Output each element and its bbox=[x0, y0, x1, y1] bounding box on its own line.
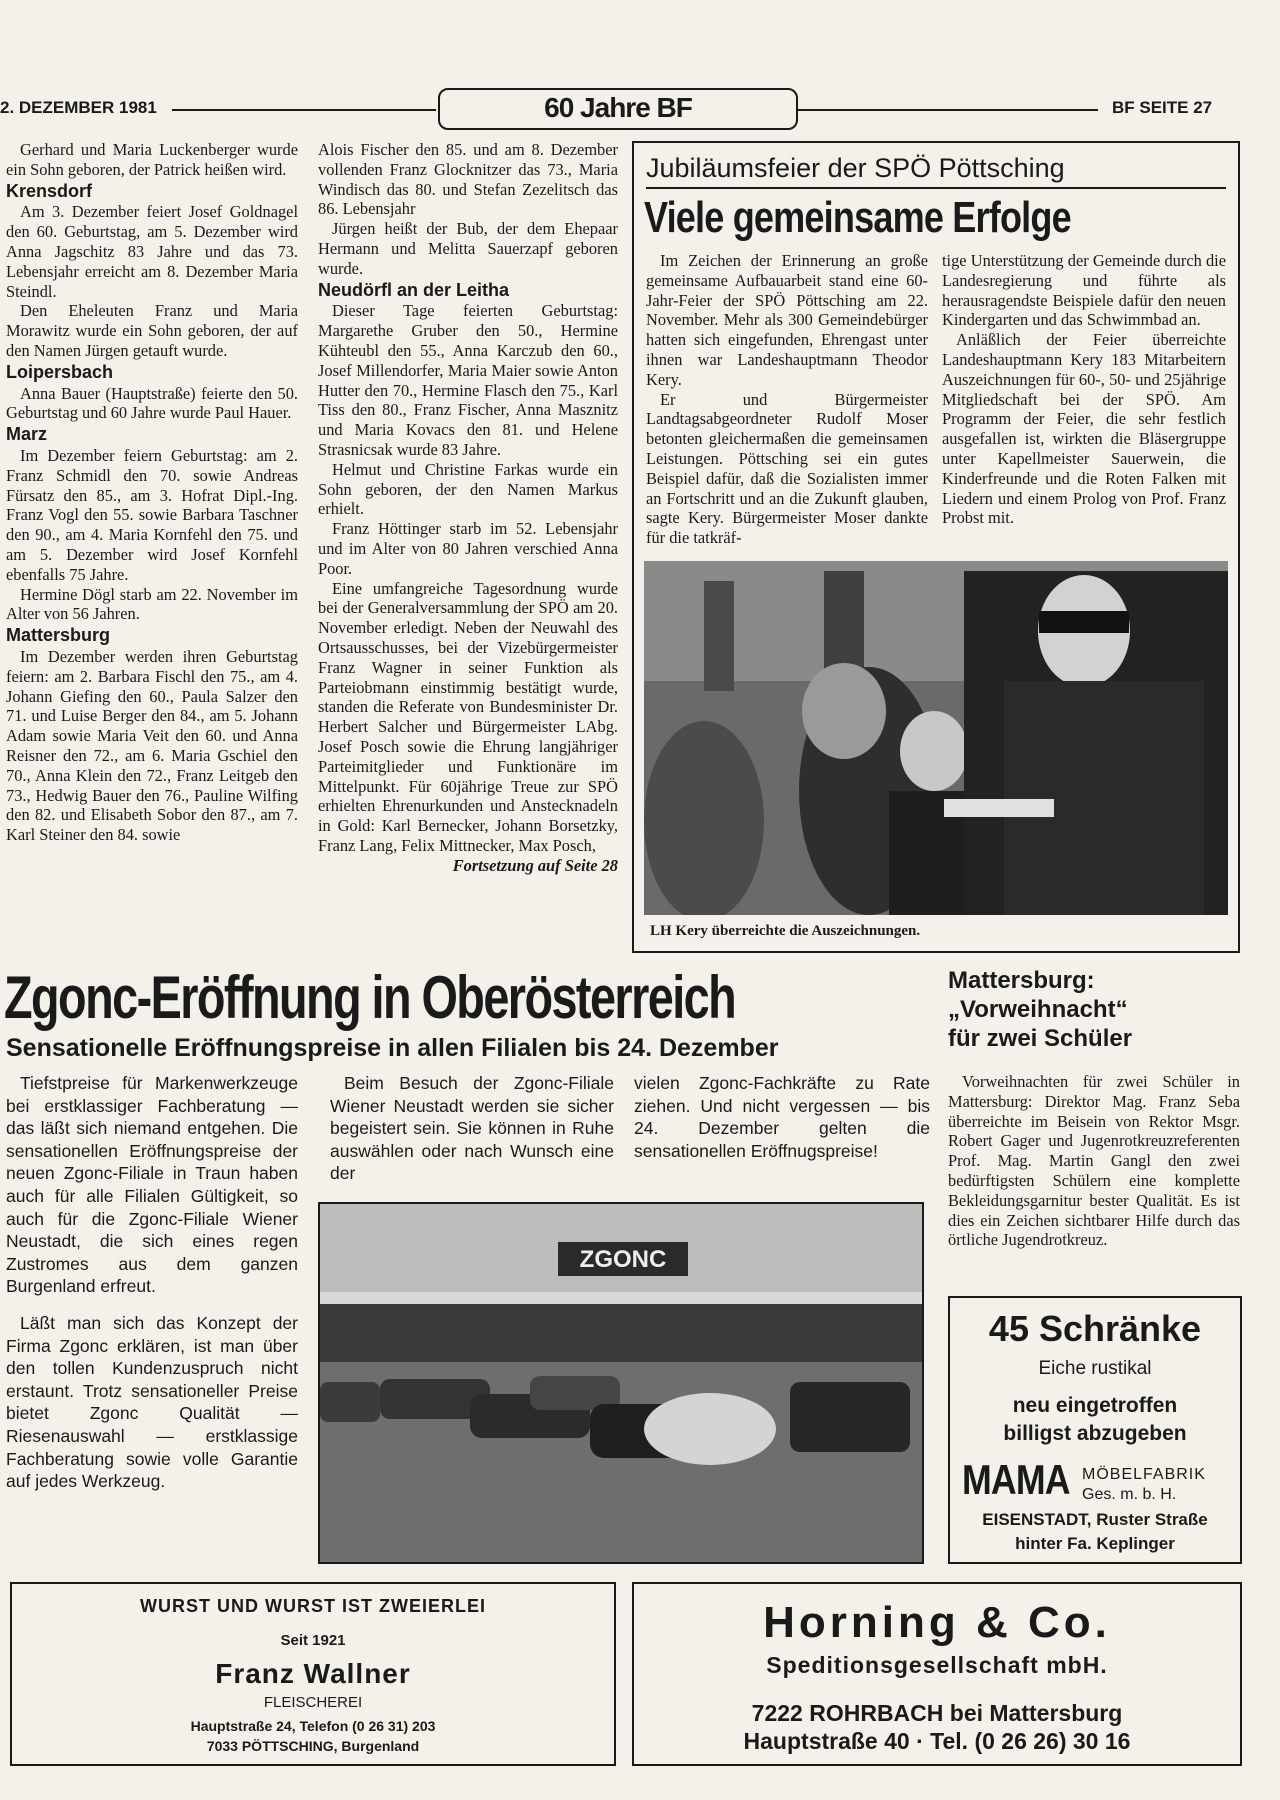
ceremony-photo bbox=[644, 561, 1228, 915]
ad-title: 45 Schränke bbox=[988, 1308, 1202, 1349]
store-sign: ZGONC bbox=[579, 1246, 667, 1273]
issue-date: 2. DEZEMBER 1981 bbox=[0, 98, 157, 117]
place-heading: Loipersbach bbox=[6, 361, 114, 382]
place-heading: Mattersburg bbox=[6, 625, 111, 646]
ad-horning-spedition bbox=[632, 1582, 1242, 1766]
ad-address: 7222 ROHRBACH bei Mattersburg bbox=[751, 1700, 1123, 1726]
paragraph: Läßt man sich das Konzept der Firma Zgonc erklären, ist man über den tollen Kundenzuspruch nicht erstaunt. Trotz sensationeller Preise bietet Zgonc Qualität — Riesenauswahl — erstklassige Fachberatung sowie volle Garantie auf jedes Werkzeug. bbox=[6, 1312, 298, 1492]
ad-line: neu eingetroffen bbox=[1012, 1394, 1178, 1417]
paragraph: Beim Besuch der Zgonc-Filiale Wiener Neustadt werden sie sicher begeistert sein. Sie können in Ruhe auswählen oder nach Wunsch eine der bbox=[330, 1073, 614, 1184]
ad-company-type: Speditionsgesellschaft mbH. bbox=[766, 1652, 1108, 1678]
ad-line: billigst abzugeben bbox=[1003, 1422, 1187, 1445]
zgonc-column-2 bbox=[330, 1072, 614, 1185]
article-column-1 bbox=[646, 251, 928, 548]
paragraph: vielen Zgonc-Fachkräfte zu Rate ziehen. Und nicht vergessen — bis 24. Dezember gelten die sensationellen Eröffnugspreise! bbox=[634, 1073, 930, 1161]
spoe-article bbox=[632, 141, 1240, 953]
headline-line: Mattersburg: bbox=[948, 967, 1095, 994]
ceremony-photo-illustration bbox=[644, 561, 1228, 915]
mattersburg-headline bbox=[948, 966, 1240, 1053]
headline-line: „Vorweihnacht“ bbox=[948, 996, 1128, 1023]
zgonc-store-photo bbox=[318, 1202, 924, 1564]
article-kicker: Jubiläumsfeier der SPÖ Pöttsching bbox=[646, 153, 1065, 183]
paragraph: Dieser Tage feierten Geburtstag: Margarethe Gruber den 50., Hermine Kühteubl den 55., Anna Karczub den 60., Josef Millendorfer, Maria Maier sowie Anton Hutter den 70., Hermine Flasch den 75., Karl Tiss den 80., Franz Fischer, Anna Masznitz und Maria Kovacs den 81. und Helene Strasnicsak wurde 83 Jahre. bbox=[318, 301, 618, 459]
paragraph: Tiefstpreise für Markenwerkzeuge bei erstklassiger Fachberatung — das läßt sich niemand entgehen. Die sensationellen Eröffnungspreise der neuen Zgonc-Filiale in Traun haben auch für alle Filialen Gültigkeit, so auch für die Zgonc-Filiale Wiener Neustadt, die sich eines regen Zustromes aus dem ganzen Burgenland erfreut. bbox=[6, 1073, 298, 1297]
ad-address: Hauptstraße 24, Telefon (0 26 31) 203 bbox=[190, 1718, 436, 1734]
page-title: 60 Jahre BF bbox=[438, 88, 798, 130]
place-heading: Neudörfl an der Leitha bbox=[318, 279, 510, 300]
page-number: BF SEITE 27 bbox=[1112, 98, 1213, 117]
paragraph: Gerhard und Maria Luckenberger wurde ein Sohn geboren, der Patrick heißen wird. bbox=[6, 140, 298, 179]
ad-company-name: Franz Wallner bbox=[215, 1658, 411, 1689]
kicker-rule bbox=[646, 187, 1226, 189]
paragraph: Franz Höttinger starb im 52. Lebensjahr und im Alter von 80 Jahren verschied Anna Poor. bbox=[318, 519, 618, 578]
ad-address: Hauptstraße 40 · Tel. (0 26 26) 30 16 bbox=[743, 1728, 1131, 1754]
local-news-column-1 bbox=[6, 140, 298, 845]
zgonc-column-3 bbox=[634, 1072, 930, 1162]
ad-address: 7033 PÖTTSCHING, Burgenland bbox=[206, 1738, 420, 1754]
paragraph: Alois Fischer den 85. und am 8. Dezember vollenden Franz Glocknitzer das 73., Maria Windisch das 80. und Stefan Zezelitsch das 86. Lebensjahr bbox=[318, 140, 618, 219]
ad-mama-moebel bbox=[948, 1296, 1242, 1564]
ad-address: EISENSTADT, Ruster Straße bbox=[982, 1510, 1208, 1529]
zgonc-subheadline: Sensationelle Eröffnungspreise in allen Filialen bis 24. Dezember bbox=[6, 1034, 779, 1062]
photo-caption: LH Kery überreichte die Auszeichnungen. bbox=[650, 923, 921, 939]
headline-line: für zwei Schüler bbox=[948, 1025, 1133, 1052]
ad-slogan: WURST UND WURST IST ZWEIERLEI bbox=[140, 1596, 486, 1616]
paragraph: tige Unterstützung der Gemeinde durch die Landesregierung und führte als herausragendste Beispiele dafür den neuen Kindergarten und das Schwimmbad an. bbox=[942, 251, 1226, 330]
place-heading: Marz bbox=[6, 424, 48, 445]
article-headline: Viele gemeinsame Erfolge bbox=[644, 193, 1071, 242]
paragraph: Am 3. Dezember feiert Josef Goldnagel den 60. Geburtstag, am 5. Dezember wird Anna Jagschitz 83 Jahre und das 73. Lebensjahr erreicht am 8. Dezember Maria Steindl. bbox=[6, 202, 298, 301]
paragraph: Anläßlich der Feier überreichte Landeshauptmann Kery 183 Mitarbeitern Auszeichnungen für 60-, 50- und 25jährige Mitgliedschaft bei der SPÖ. Am Programm der Feier, die sehr festlich ausgefallen ist, wirkten die Bläsergruppe unter Kapellmeister Sauerwein, die Kinderfreunde und die Roten Falken mit Liedern und einem Prolog von Prof. Franz Probst mit. bbox=[942, 330, 1226, 528]
zgonc-column-1 bbox=[6, 1072, 298, 1493]
place-heading: Krensdorf bbox=[6, 180, 93, 201]
header-rule-left bbox=[172, 109, 436, 111]
mattersburg-body bbox=[948, 1072, 1240, 1250]
paragraph: Eine umfangreiche Tagesordnung wurde bei der Generalversammlung der SPÖ am 20. November erledigt. Neben der Neuwahl des Ortsausschusses, bei der Vizebürgermeister Franz Wagner in seiner Funktion als Parteiobmann einstimmig bestätigt wurde, standen die Referate von Bundesminister Dr. Herbert Salcher und Bürgermeister LAbg. Josef Posch sowie die Ehrung langjähriger Parteimitglieder und Funktionäre im Mittelpunkt. Für 60jährige Treue zur SPÖ erhielten Ehrenurkunden und Anstecknadeln in Gold: Karl Bernecker, Johann Borsetzky, Franz Lang, Felix Mittnecker, Max Posch, bbox=[318, 578, 618, 855]
ad-company-name: Horning & Co. bbox=[763, 1598, 1111, 1647]
paragraph: Im Dezember werden ihren Geburtstag feiern: am 2. Barbara Fischl den 75., am 4. Johann Giefing den 60., Paula Salzer den 71. und Luise Berger den 84., am 5. Johann Adam sowie Maria Veit den 60. und Anna Reisner den 72., am 6. Maria Gschiel den 70., Anna Klein den 72., Franz Leitgeb den 73., Hedwig Bauer den 76., Pauline Wilfing den 82. und Elisabeth Sobor den 87., am 7. Karl Steiner den 84. sowie bbox=[6, 646, 298, 845]
store-photo-illustration bbox=[320, 1204, 922, 1562]
ad-trade: FLEISCHEREI bbox=[263, 1694, 363, 1711]
zgonc-headline: Zgonc-Eröffnung in Oberösterreich bbox=[4, 964, 736, 1031]
ad-brand-line: Ges. m. b. H. bbox=[1082, 1486, 1177, 1503]
paragraph: Er und Bürgermeister Landtagsabgeordneter Rudolf Moser betonten gleichermaßen die gemeinsamen Leistungen. Pöttsching sei ein gutes Beispiel dafür, daß die Sozialisten immer an Fortschritt und an die Zukunft glauben, sagte Kery. Bürgermeister Moser dankte für die tatkräf- bbox=[646, 389, 928, 548]
paragraph: Hermine Dögl starb am 22. November im Alter von 56 Jahren. bbox=[6, 584, 298, 624]
paragraph: Den Eheleuten Franz und Maria Morawitz wurde ein Sohn geboren, der auf den Namen Jürgen getauft wurde. bbox=[6, 301, 298, 360]
header-rule-right bbox=[798, 109, 1098, 111]
ad-subtitle: Eiche rustikal bbox=[1038, 1358, 1152, 1379]
paragraph: Jürgen heißt der Bub, der dem Ehepaar Hermann und Melitta Sauerzapf geboren wurde. bbox=[318, 219, 618, 278]
ad-address: hinter Fa. Keplinger bbox=[1015, 1534, 1175, 1553]
paragraph: Anna Bauer (Hauptstraße) feierte den 50. Geburtstag und 60 Jahre wurde Paul Hauer. bbox=[6, 383, 298, 423]
paragraph: Im Zeichen der Erinnerung an große gemeinsame Aufbauarbeit stand eine 60-Jahr-Feier der SPÖ Pöttsching am 22. November. Mehr als 300 Gemeindebürger hatten sich eingefunden, Ehrengast unter ihnen war Landeshauptmann Theodor Kery. bbox=[646, 251, 928, 389]
ad-brand: MAMA bbox=[962, 1456, 1070, 1503]
article-column-2 bbox=[942, 251, 1226, 528]
paragraph: Helmut und Christine Farkas wurde ein Sohn geboren, der den Namen Markus erhielt. bbox=[318, 459, 618, 519]
local-news-column-2 bbox=[318, 140, 618, 875]
continuation-note: Fortsetzung auf Seite 28 bbox=[452, 855, 618, 875]
paragraph: Vorweihnachten für zwei Schüler in Mattersburg: Direktor Mag. Franz Seba überreichte im Beisein von Rektor Msgr. Robert Gager und Jugenrotkreuzreferenten Prof. Mag. Martin Gangl den zwei bedürftigsten Schülern eine komplette Bekleidungsgarnitur bester Qualität. Es ist dies ein Zeichen sichtbarer Hilfe durch das örtliche Jugendrotkreuz. bbox=[948, 1072, 1240, 1250]
ad-since: Seit 1921 bbox=[280, 1632, 346, 1649]
ad-brand-line: MÖBELFABRIK bbox=[1082, 1466, 1206, 1483]
paragraph: Im Dezember feiern Geburtstag: am 2. Franz Schmidl den 70. sowie Andreas Fürsatz den 85., am 3. Hofrat Dipl.-Ing. Franz Vogl den 55. sowie Barbara Taschner den 90., am 4. Maria Kornfehl den 75. und am 5. Dezember wird Josef Kornfehl ebenfalls 75 Jahre. bbox=[6, 445, 298, 584]
ad-wallner-fleischerei bbox=[10, 1582, 616, 1766]
